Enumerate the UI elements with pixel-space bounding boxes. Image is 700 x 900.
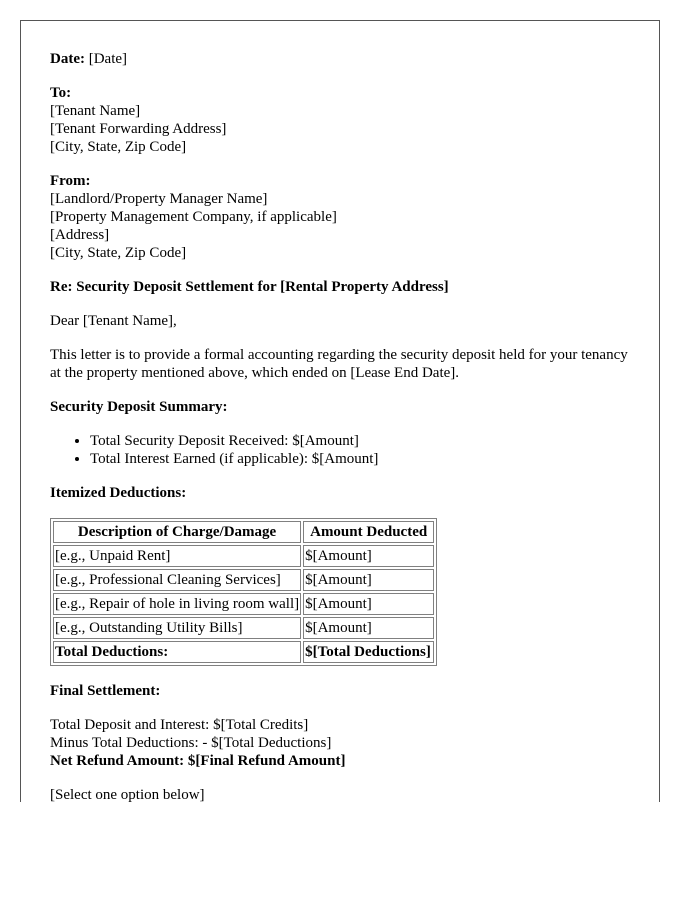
- salutation: Dear [Tenant Name],: [50, 313, 177, 329]
- summary-list: [50, 432, 630, 468]
- table-row: [53, 545, 434, 567]
- charge-description: [e.g., Unpaid Rent]: [53, 545, 301, 567]
- to-line: [Tenant Forwarding Address]: [50, 121, 227, 137]
- letter-content: [50, 50, 630, 802]
- intro-paragraph: This letter is to provide a formal accounting regarding the security deposit held for your tenancy at the property mentioned above, which ended on [Lease End Date].: [50, 347, 628, 381]
- net-refund: Net Refund Amount: $[Final Refund Amount]: [50, 753, 346, 769]
- to-label: To:: [50, 85, 72, 101]
- charge-amount: $[Amount]: [303, 593, 434, 615]
- summary-item: • Total Interest Earned (if applicable): $[Amount]: [90, 450, 630, 468]
- table-row: [53, 593, 434, 615]
- from-line: [City, State, Zip Code]: [50, 245, 187, 261]
- letter-page: [20, 20, 660, 802]
- table-row: [53, 569, 434, 591]
- summary-item: • Total Security Deposit Received: $[Amount]: [90, 432, 630, 450]
- total-row: [53, 641, 434, 663]
- settlement-heading: Final Settlement:: [50, 683, 161, 699]
- column-header: Amount Deducted: [303, 521, 434, 543]
- charge-amount: $[Amount]: [303, 569, 434, 591]
- from-label: From:: [50, 173, 91, 189]
- from-line: [Property Management Company, if applicable]: [50, 209, 337, 225]
- deductions-heading: Itemized Deductions:: [50, 485, 187, 501]
- total-label: Total Deductions:: [53, 641, 301, 663]
- date-line: [50, 50, 630, 68]
- date-label: Date:: [50, 51, 85, 67]
- from-line: [Landlord/Property Manager Name]: [50, 191, 268, 207]
- from-block: [50, 172, 630, 262]
- charge-amount: $[Amount]: [303, 617, 434, 639]
- to-line: [City, State, Zip Code]: [50, 139, 187, 155]
- column-header: Description of Charge/Damage: [53, 521, 301, 543]
- to-block: [50, 84, 630, 156]
- settlement-credits: Total Deposit and Interest: $[Total Credits]: [50, 717, 309, 733]
- subject-line: Re: Security Deposit Settlement for [Rental Property Address]: [50, 279, 449, 295]
- charge-description: [e.g., Repair of hole in living room wall]: [53, 593, 301, 615]
- deductions-table: [50, 518, 437, 666]
- table-header-row: [53, 521, 434, 543]
- from-line: [Address]: [50, 227, 110, 243]
- settlement-deductions: Minus Total Deductions: - $[Total Deductions]: [50, 735, 332, 751]
- to-line: [Tenant Name]: [50, 103, 141, 119]
- total-amount: $[Total Deductions]: [303, 641, 434, 663]
- charge-description: [e.g., Outstanding Utility Bills]: [53, 617, 301, 639]
- table-row: [53, 617, 434, 639]
- charge-description: [e.g., Professional Cleaning Services]: [53, 569, 301, 591]
- summary-heading: Security Deposit Summary:: [50, 399, 228, 415]
- charge-amount: $[Amount]: [303, 545, 434, 567]
- date-value: [Date]: [88, 51, 128, 67]
- settlement-block: [50, 716, 630, 770]
- select-option-note: [Select one option below]: [50, 787, 205, 802]
